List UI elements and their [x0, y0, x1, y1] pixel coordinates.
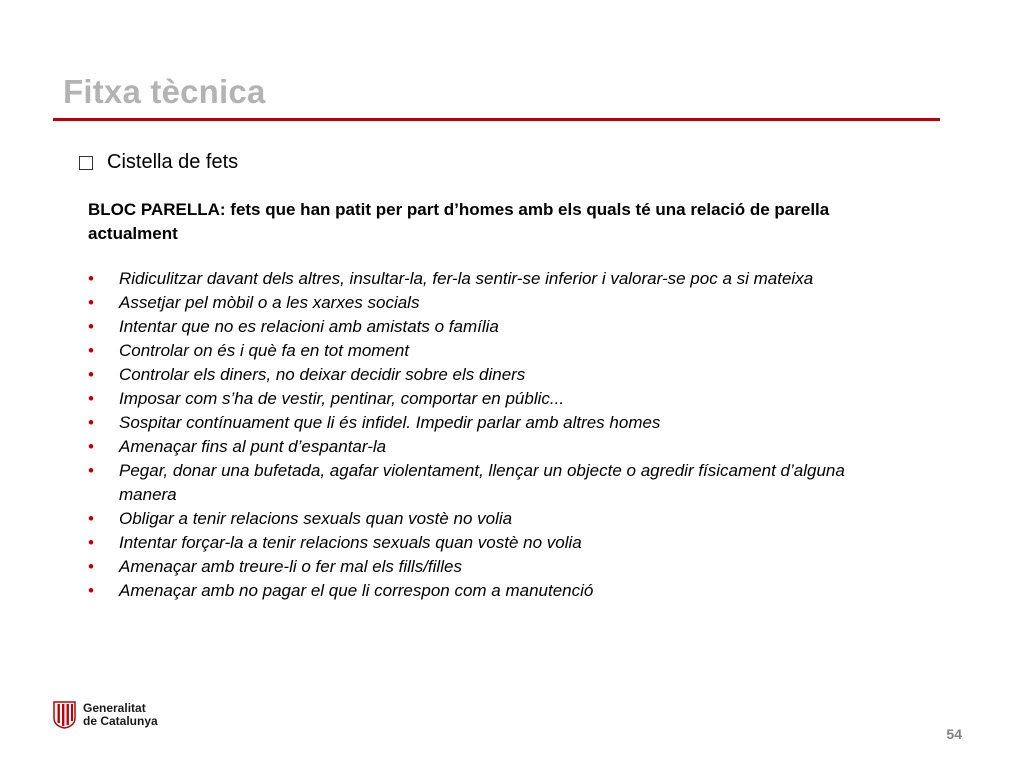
fact-text: Intentar que no es relacioni amb amistats o família: [119, 317, 499, 336]
fact-item: [88, 291, 878, 315]
fact-text: Ridiculitzar davant dels altres, insultar-la, fer-la sentir-se inferior i valorar-se poc a si mateixa: [119, 269, 814, 288]
fact-item: [88, 507, 878, 531]
fact-text: Obligar a tenir relacions sexuals quan vostè no volia: [119, 509, 513, 528]
fact-text: Controlar on és i què fa en tot moment: [119, 341, 410, 360]
bullet-icon: •: [88, 341, 94, 360]
title-divider: [53, 118, 940, 121]
fact-item: [88, 363, 878, 387]
fact-text: Assetjar pel mòbil o a les xarxes socials: [119, 293, 420, 312]
fact-list: [88, 267, 878, 603]
bullet-icon: •: [88, 389, 94, 408]
section-label: Cistella de fets: [107, 151, 239, 173]
fact-item: [88, 267, 878, 291]
empty-square-bullet-icon: [79, 156, 93, 170]
fact-item: [88, 579, 878, 603]
fact-text: Amenaçar amb treure-li o fer mal els fills/filles: [119, 557, 462, 576]
fact-text: Amenaçar fins al punt d’espantar-la: [119, 437, 387, 456]
bullet-icon: •: [88, 365, 94, 384]
generalitat-senyera-icon: [53, 701, 76, 729]
bullet-icon: •: [88, 509, 94, 528]
fact-text: Imposar com s’ha de vestir, pentinar, comportar en públic...: [119, 389, 565, 408]
fact-item: [88, 387, 878, 411]
logo-line-1: Generalitat: [83, 701, 146, 715]
bullet-icon: •: [88, 461, 94, 480]
bullet-icon: •: [88, 413, 94, 432]
bullet-icon: •: [88, 557, 94, 576]
fact-text: Amenaçar amb no pagar el que li correspon com a manutenció: [119, 581, 594, 600]
fact-text: Controlar els diners, no deixar decidir sobre els diners: [119, 365, 526, 384]
bullet-icon: •: [88, 269, 94, 288]
page-number: 54: [946, 726, 962, 742]
fact-text: Sospitar contínuament que li és infidel. Impedir parlar amb altres homes: [119, 413, 661, 432]
bullet-icon: •: [88, 581, 94, 600]
fact-text: Pegar, donar una bufetada, agafar violentament, llençar un objecte o agredir físicament d’alguna manera: [119, 461, 845, 504]
fact-item: [88, 339, 878, 363]
fact-item: [88, 555, 878, 579]
fact-item: [88, 411, 878, 435]
bullet-icon: •: [88, 437, 94, 456]
fact-item: [88, 435, 878, 459]
bullet-icon: •: [88, 533, 94, 552]
logo-line-2: de Catalunya: [83, 714, 158, 728]
fact-item: [88, 531, 878, 555]
fact-item: [88, 459, 878, 507]
bullet-icon: •: [88, 317, 94, 336]
fact-item: [88, 315, 878, 339]
slide-title: Fitxa tècnica: [63, 73, 266, 110]
fact-text: Intentar forçar-la a tenir relacions sexuals quan vostè no volia: [119, 533, 582, 552]
generalitat-logo: [53, 701, 158, 729]
bullet-icon: •: [88, 293, 94, 312]
bloc-heading: BLOC PARELLA: fets que han patit per part d’homes amb els quals té una relació de parella actualment: [88, 200, 830, 243]
section-heading: [79, 151, 238, 174]
